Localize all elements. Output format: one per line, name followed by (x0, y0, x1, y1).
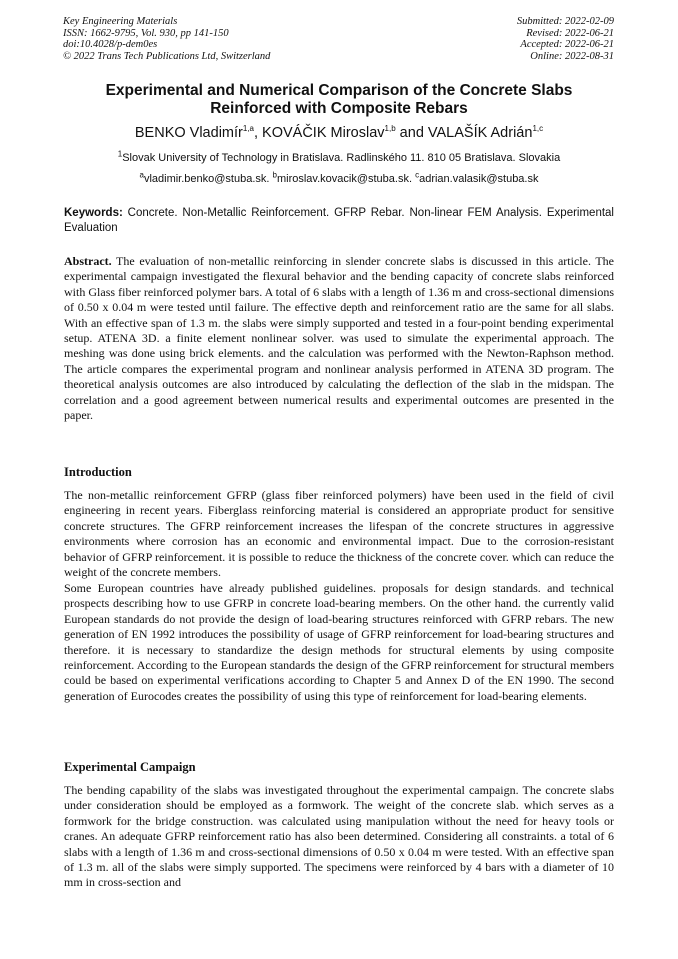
paper-title (60, 82, 618, 118)
email-mark: c (415, 170, 420, 180)
affiliation-text: Slovak University of Technology in Bratislava. Radlinského 11. 810 05 Bratislava. Slovakia (122, 152, 561, 164)
email-mark: b (272, 170, 277, 180)
author-name: KOVÁČIK Miroslav (262, 125, 385, 141)
date-revised: Revised: 2022-06-21 (526, 27, 614, 39)
title-line-2: Reinforced with Composite Rebars (210, 100, 468, 117)
keywords-label: Keywords: (64, 207, 123, 219)
paragraph: Some European countries have already published guidelines. proposals for design standards. and technical prospects describing how to use GFRP in concrete load-bearing members. On the other hand. the currently valid European standards do not provide the design of load-bearing structures reinforced with GFRP rebars. The new generation of EN 1992 introduces the possibility of usage of GFRP reinforcement for load-bearing structures and therefore. it is necessary to standardize the design methods for structural elements by using composite reinforcement. According to the European standards the design of the GFRP reinforcement for structural members could be based on experimental verifications according to Chapter 5 and Annex D of the EN 1990. The second generation of Eurocodes creates the possibility of using this type of reinforcement for load-bearing elements. (64, 581, 614, 703)
email-link[interactable]: miroslav.kovacik@stuba.sk. (276, 173, 416, 185)
author-affiliation-mark: 1,b (384, 124, 396, 134)
date-submitted: Submitted: 2022-02-09 (516, 16, 614, 27)
section-heading-experimental-campaign: Experimental Campaign (64, 760, 196, 774)
author-name: VALAŠÍK Adrián (427, 125, 533, 141)
author-name: BENKO Vladimír (134, 125, 243, 141)
author-emails (40, 172, 638, 186)
abstract-label: Abstract. (64, 254, 112, 268)
journal-doi[interactable]: doi:10.4028/p-dem0es (63, 39, 158, 50)
journal-copyright: © 2022 Trans Tech Publications Ltd, Switzerland (63, 50, 271, 62)
date-online: Online: 2022-08-31 (530, 50, 614, 62)
author-list (40, 124, 638, 142)
affiliation (40, 151, 638, 165)
author-separator: and (395, 125, 428, 141)
journal-issn: ISSN: 1662-9795, Vol. 930, pp 141-150 (63, 27, 229, 39)
author-separator: , (253, 125, 263, 141)
keywords (64, 206, 614, 236)
journal-info (63, 16, 270, 62)
affiliation-mark: 1 (117, 149, 123, 159)
author-affiliation-mark: 1,c (532, 124, 544, 134)
paragraph: The bending capability of the slabs was investigated throughout the experimental campaign. The concrete slabs under consideration should be employed as a formwork. The weight of the concrete slab. which serves as a formwork for the bridge construction. was calculated using manipulation without the need for heavy tools or cranes. An adequate GFRP reinforcement ratio has also been determined. Considering all constraints. a total of 6 slabs with a length of 1.36 m and cross-sectional dimensions of 0.50 x 0.04 m were tested. With an effective span of 1.3 m. all of the slabs were simply supported. The specimens were reinforced by 4 bars with a diameter of 10 mm in cross-section and (64, 783, 614, 890)
section-heading-introduction: Introduction (64, 465, 132, 479)
publication-dates (517, 16, 614, 62)
journal-name: Key Engineering Materials (63, 16, 178, 27)
email-link[interactable]: adrian.valasik@stuba.sk (419, 173, 539, 185)
email-mark: a (139, 170, 144, 180)
abstract-text: The evaluation of non-metallic reinforcing in slender concrete slabs is discussed in this article. The experimental campaign investigated the flexural behavior and the bending capacity of concrete slabs reinforced with Glass fiber reinforced polymer bars. A total of 6 slabs with a length of 1.36 m and cross-sectional dimensions of 0.50 x 0.04 m were tested until failure. The effective depth and reinforcement ratio are the same for all slabs. With an effective span of 1.3 m. the slabs were simply supported and tested in a four-point bending experimental setup. ATENA 3D. a finite element nonlinear solver. was used to simulate the experimental approach. The meshing was done using brick elements. and the calculation was performed with the Newton-Raphson method. The article compares the experimental program and nonlinear analysis performed in ATENA 3D program. The theoretical analysis outcomes are also introduced by calculating the deflection of the slab in the midspan. The correlation and a good agreement between numerical results and experimental outcomes are presented in the paper. (64, 254, 614, 423)
abstract (64, 254, 614, 423)
email-link[interactable]: vladimir.benko@stuba.sk. (143, 173, 273, 185)
title-line-1: Experimental and Numerical Comparison of the Concrete Slabs (105, 82, 573, 99)
date-accepted: Accepted: 2022-06-21 (520, 39, 614, 50)
author-affiliation-mark: 1,a (242, 124, 254, 134)
paragraph: The non-metallic reinforcement GFRP (glass fiber reinforced polymers) have been used in the field of civil engineering in recent years. Fiberglass reinforcing material is considered an appropriate product for sensitive concrete structures. The GFRP reinforcement increases the lifespan of the concrete structures in aggressive environments where corrosion has an economic and environmental impact. Due to the corrosion-resistant behavior of GFRP reinforcement. it is possible to reduce the thickness of the concrete cover. which can reduce the weight of the concrete members. (64, 488, 614, 580)
keywords-text: Concrete. Non-Metallic Reinforcement. GFRP Rebar. Non-linear FEM Analysis. Experimental Evaluation (64, 207, 614, 234)
